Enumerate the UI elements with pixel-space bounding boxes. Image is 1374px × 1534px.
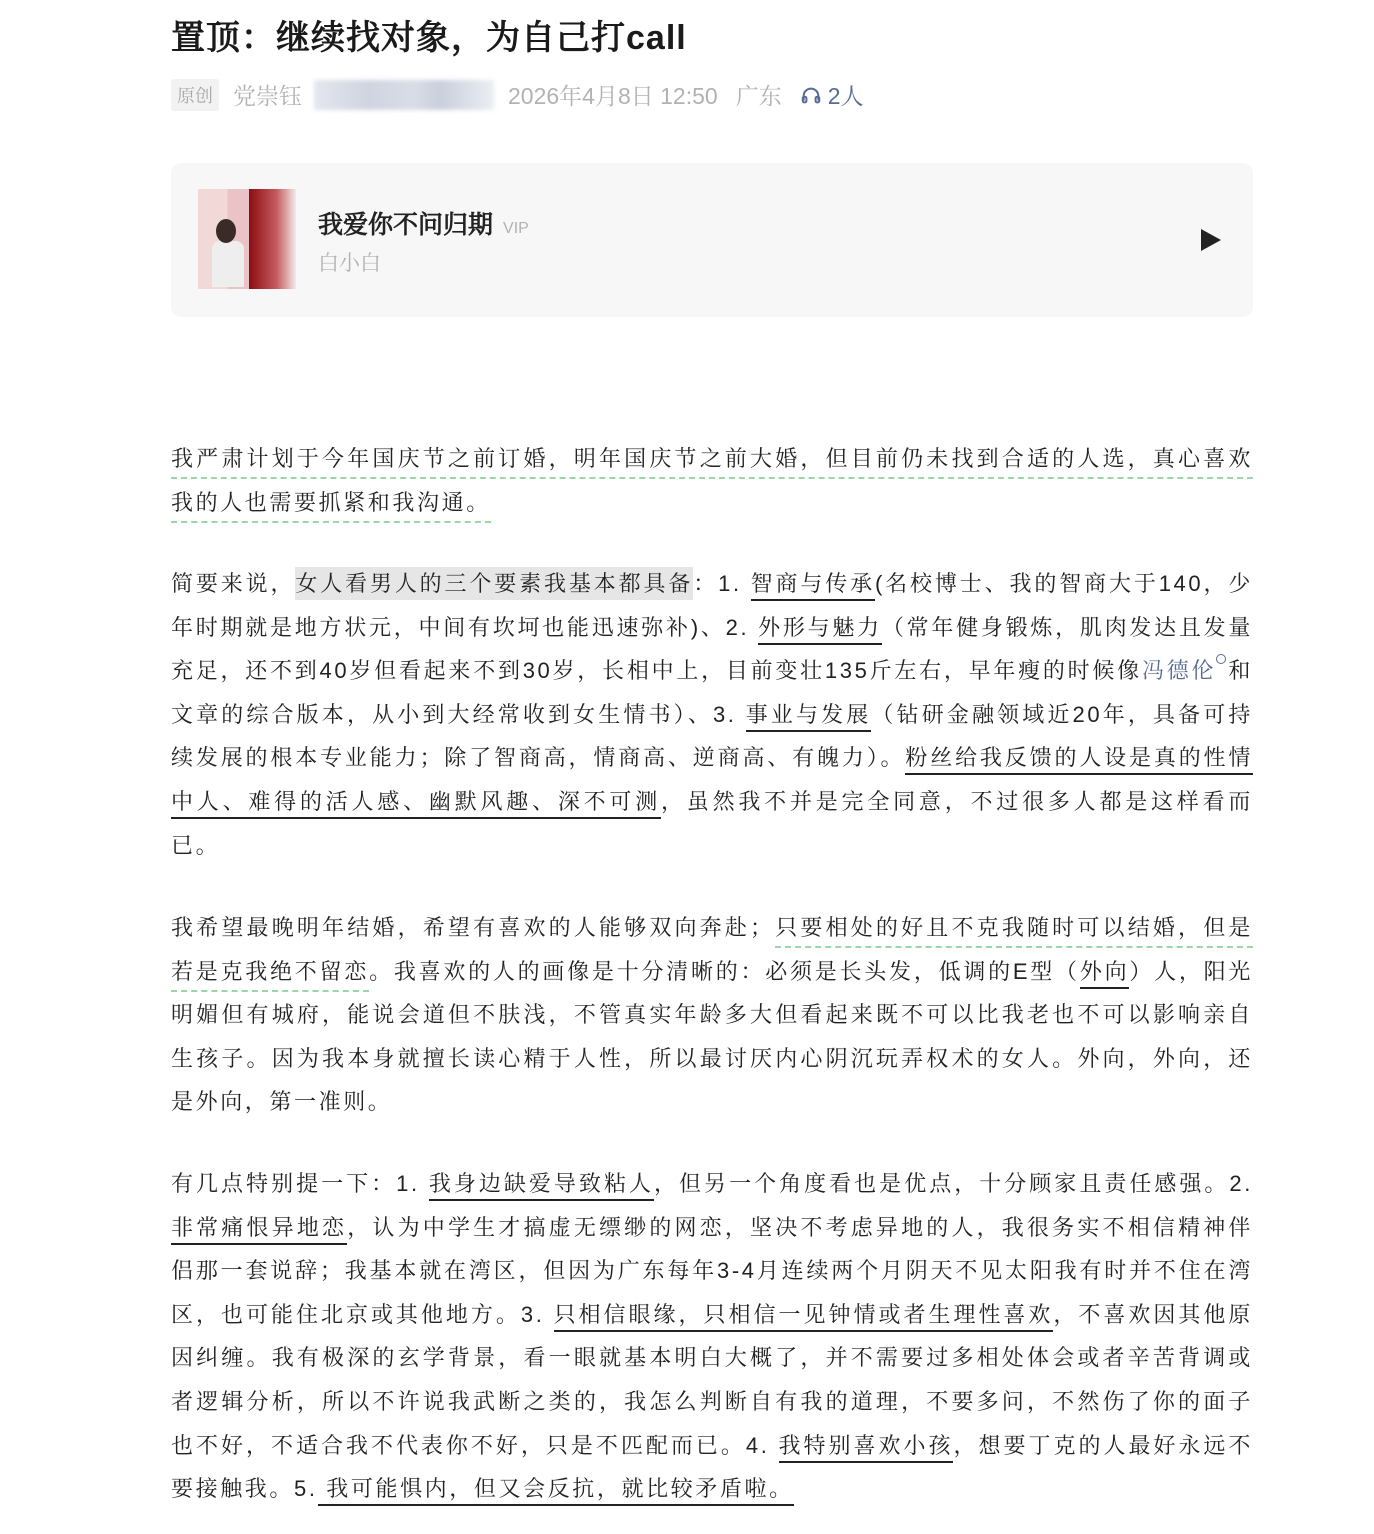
- text-segment: 和文章的综合版本，从小到大经常收到女生情书）、3.: [171, 658, 1253, 727]
- underlined-text: 我身边缺爱导致粘人: [429, 1171, 654, 1201]
- article-meta: [171, 78, 864, 111]
- text-segment: 有几点特别提一下：1.: [171, 1171, 429, 1196]
- paragraph: [171, 562, 1253, 867]
- dashed-highlight-text: 我严肃计划于今年国庆节之前订婚，明年国庆节之前大婚，但目前仍未找到合适的人选，真心喜欢我的人也需要抓紧和我沟通。: [171, 446, 1253, 523]
- dashed-highlight-text: 只要相处的好且不克我随时可以结婚，但是若是克我绝不留恋: [171, 915, 1253, 992]
- article-title: 置顶：继续找对象，为自己打call: [171, 19, 687, 57]
- search-link[interactable]: 冯德伦: [1141, 658, 1217, 684]
- underlined-text: 非常痛恨异地恋: [171, 1215, 347, 1245]
- album-cover: [198, 189, 296, 289]
- author-name[interactable]: 党崇钰: [233, 83, 302, 109]
- underlined-text: 我特别喜欢小孩: [779, 1433, 954, 1463]
- underlined-text: 外形与魅力: [758, 615, 882, 645]
- paragraph: [171, 906, 1253, 1124]
- text-segment: （常年健身锻炼，肌肉发达且发量充足，还不到40岁但看起来不到30岁，长相中上，目前变壮135斤左右，早年瘦的时候像: [171, 614, 1253, 684]
- underlined-text: 事业与发展: [746, 702, 872, 732]
- text-segment: ：1.: [693, 571, 751, 596]
- search-icon[interactable]: [1216, 654, 1226, 664]
- publish-date: 2026年4月8日 12:50: [508, 83, 718, 109]
- highlighted-text: 女人看男人的三个要素我基本都具备: [295, 567, 693, 600]
- text-segment: ，不喜欢因其他原因纠缠。我有极深的玄学背景，看一眼就基本明白大概了，并不需要过多相处体会或者辛苦背调或者逻辑分析，所以不许说我武断之类的，我怎么判断自有我的道理，不要多问，不然伤了你的面子也不好，不适合我不代表你不好，只是不匹配而已。4.: [171, 1301, 1253, 1458]
- text-segment: (名校博士、我的智商大于140，少年时期就是地方状元，中间有坎坷也能迅速弥补)、2.: [171, 571, 1253, 640]
- text-segment: （钻研金融领域近20年，具备可持续发展的根本专业能力；除了智商高，情商高、逆商高、有魄力）。: [171, 701, 1253, 771]
- underlined-text: 智商与传承: [751, 571, 875, 601]
- text-segment: ，虽然我不并是完全同意，不过很多人都是这样看而已。: [171, 788, 1253, 858]
- location: 广东: [735, 83, 782, 109]
- text-segment: 。我喜欢的人的画像是十分清晰的：必须是长头发，低调的E型（: [369, 958, 1080, 984]
- listen-count[interactable]: [800, 78, 864, 111]
- artist-name: 白小白: [318, 252, 381, 275]
- music-card[interactable]: [171, 163, 1253, 317]
- blurred-account-name: [314, 80, 494, 110]
- text-segment: ，认为中学生才搞虚无缥缈的网恋，坚决不考虑异地的人，我很务实不相信精神伴侣那一套说辞；我基本就在湾区，但因为广东每年3-4月连续两个月阴天不见太阳我有时并不住在湾区，也可能住北京或其他地方。3.: [171, 1214, 1253, 1327]
- underlined-text: 只相信眼缘，只相信一见钟情或者生理性喜欢: [554, 1302, 1054, 1332]
- song-title: 我爱你不问归期: [318, 211, 494, 239]
- text-segment: 我希望最晚明年结婚，希望有喜欢的人能够双向奔赴；: [171, 915, 775, 940]
- listen-count-text: 2人: [827, 83, 864, 109]
- underlined-text: 我可能惧内，但又会反抗，就比较矛盾啦。: [318, 1476, 794, 1506]
- text-segment: 简要来说，: [171, 571, 296, 596]
- paragraph: [171, 1162, 1253, 1511]
- headphones-icon: [800, 84, 822, 106]
- paragraph: [171, 437, 1253, 524]
- underlined-text: 外向: [1080, 959, 1130, 989]
- text-segment: ，想要丁克的人最好永远不要接触我。5.: [171, 1432, 1254, 1502]
- text-segment: ）人，阳光明媚但有城府，能说会道但不肤浅，不管真实年龄多大但看起来既不可以比我老也不可以影响亲自生孩子。因为我本身就擅长读心精于人性，所以最讨厌内心阴沉玩弄权术的女人。外向，外向，还是外向，第一准则。: [171, 958, 1254, 1115]
- vip-badge: VIP: [503, 220, 529, 237]
- underlined-text: 粉丝给我反馈的人设是真的性情中人、难得的活人感、幽默风趣、深不可测: [171, 745, 1253, 819]
- text-segment: ，但另一个角度看也是优点，十分顾家且责任感强。2.: [654, 1171, 1253, 1196]
- original-badge: 原创: [171, 79, 219, 111]
- play-icon[interactable]: [1201, 229, 1221, 251]
